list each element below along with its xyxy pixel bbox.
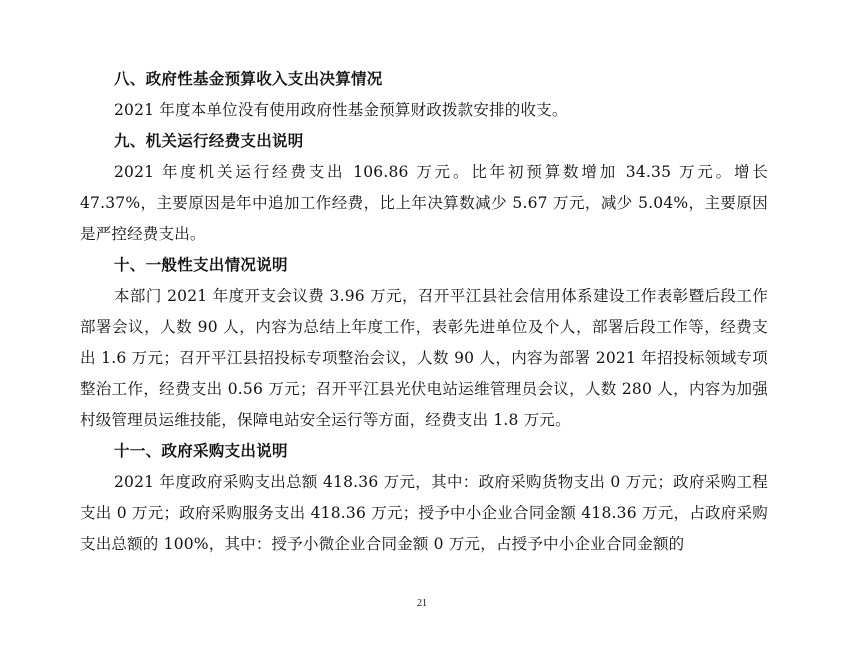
- section-agency-operating-expenses: [80, 126, 768, 250]
- section-general-expenditure: [80, 250, 768, 436]
- paragraph: 2021 年度政府采购支出总额 418.36 万元，其中：政府采购货物支出 0 万元；政府采购工程支出 0 万元；政府采购服务支出 418.36 万元；授予中小企业合同金额 418.36 万元，占政府采购支出总额的 100%，其中：授予小微企业合同金额 0 万元，占授予中小企业合同金额的: [80, 473, 768, 553]
- section-government-fund-budget: [80, 64, 768, 126]
- document-body: [80, 64, 768, 560]
- section-heading: 十、一般性支出情况说明: [114, 256, 288, 274]
- section-heading: 十一、政府采购支出说明: [114, 442, 288, 460]
- page-number: 21: [417, 598, 427, 609]
- paragraph: 本部门 2021 年度开支会议费 3.96 万元，召开平江县社会信用体系建设工作表彰暨后段工作部署会议，人数 90 人，内容为总结上年度工作，表彰先进单位及个人，部署后段工作等，经费支出 1.6 万元；召开平江县招投标专项整治会议，人数 90 人，内容为部署 2021 年招投标领域专项整治工作，经费支出 0.56 万元；召开平江县光伏电站运维管理员会议，人数 280 人，内容为加强村级管理员运维技能，保障电站安全运行等方面，经费支出 1.8 万元。: [80, 287, 768, 429]
- paragraph: 2021 年度机关运行经费支出 106.86 万元。比年初预算数增加 34.35 万元。增长 47.37%，主要原因是年中追加工作经费，比上年决算数减少 5.67 万元，减少 5.04%，主要原因是严控经费支出。: [80, 163, 768, 243]
- paragraph: 2021 年度本单位没有使用政府性基金预算财政拨款安排的收支。: [114, 101, 568, 119]
- section-heading: 八、政府性基金预算收入支出决算情况: [114, 70, 383, 88]
- section-heading: 九、机关运行经费支出说明: [114, 132, 304, 150]
- section-government-procurement: [80, 436, 768, 560]
